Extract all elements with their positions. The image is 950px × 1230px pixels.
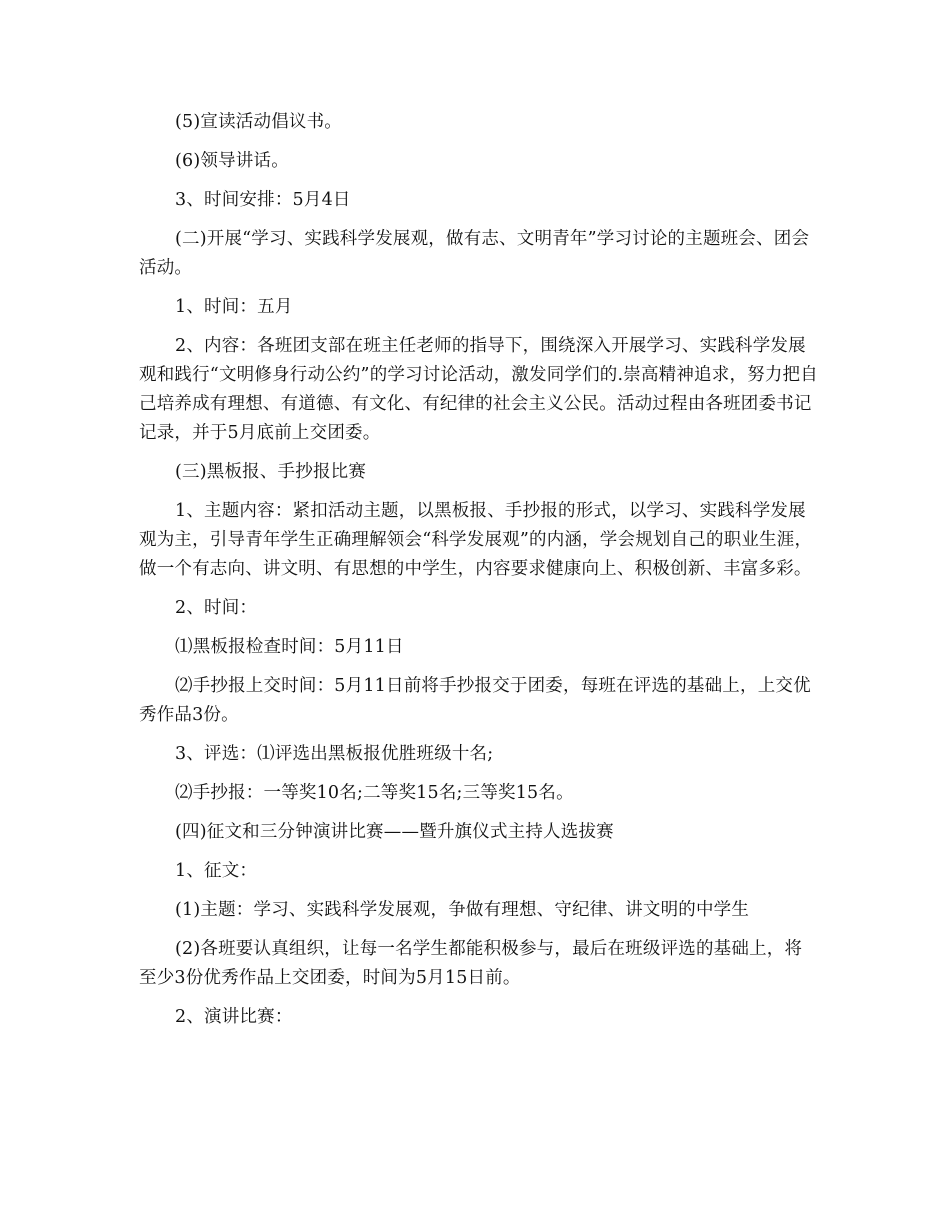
paragraph: (5)宣读活动倡议书。	[175, 112, 342, 132]
section-heading: (四)征文和三分钟演讲比赛——暨升旗仪式主持人选拔赛	[175, 822, 614, 842]
paragraph: ⑴黑板报检查时间：5月11日	[175, 637, 404, 657]
paragraph: ⑵手抄报：一等奖10名;二等奖15名;三等奖15名。	[175, 783, 574, 803]
paragraph: (2)各班要认真组织，让每一名学生都能积极参与，最后在班级评选的基础上，将至少3份优秀作品上交团委，时间为5月15日前。	[139, 939, 803, 988]
paragraph: 1、时间：五月	[175, 297, 293, 317]
paragraph: (1)主题：学习、实践科学发展观，争做有理想、守纪律、讲文明的中学生	[175, 900, 750, 920]
section-heading: (三)黑板报、手抄报比赛	[175, 462, 367, 482]
paragraph: 2、演讲比赛：	[175, 1007, 293, 1027]
paragraph: ⑵手抄报上交时间：5月11日前将手抄报交于团委，每班在评选的基础上，上交优秀作品3份。	[139, 676, 811, 725]
paragraph: 3、时间安排：5月4日	[175, 190, 351, 210]
section-heading: (二)开展“学习、实践科学发展观，做有志、文明青年”学习讨论的主题班会、团会活动。	[139, 229, 810, 278]
paragraph: (6)领导讲话。	[175, 151, 289, 171]
paragraph: 2、内容：各班团支部在班主任老师的指导下，围绕深入开展学习、实践科学发展观和践行“文明修身行动公约”的学习讨论活动，激发同学们的.崇高精神追求，努力把自己培养成有理想、有道德、有文化、有纪律的社会主义公民。活动过程由各班团委书记记录，并于5月底前上交团委。	[139, 336, 818, 443]
paragraph: 3、评选：⑴评选出黑板报优胜班级十名;	[175, 744, 494, 764]
document-body	[139, 108, 819, 1042]
paragraph: 1、主题内容：紧扣活动主题，以黑板报、手抄报的形式，以学习、实践科学发展观为主，引导青年学生正确理解领会“科学发展观”的内涵，学会规划自己的职业生涯，做一个有志向、讲文明、有思想的中学生，内容要求健康向上、积极创新、丰富多彩。	[139, 501, 813, 579]
paragraph: 1、征文：	[175, 861, 258, 881]
paragraph: 2、时间：	[175, 598, 258, 618]
